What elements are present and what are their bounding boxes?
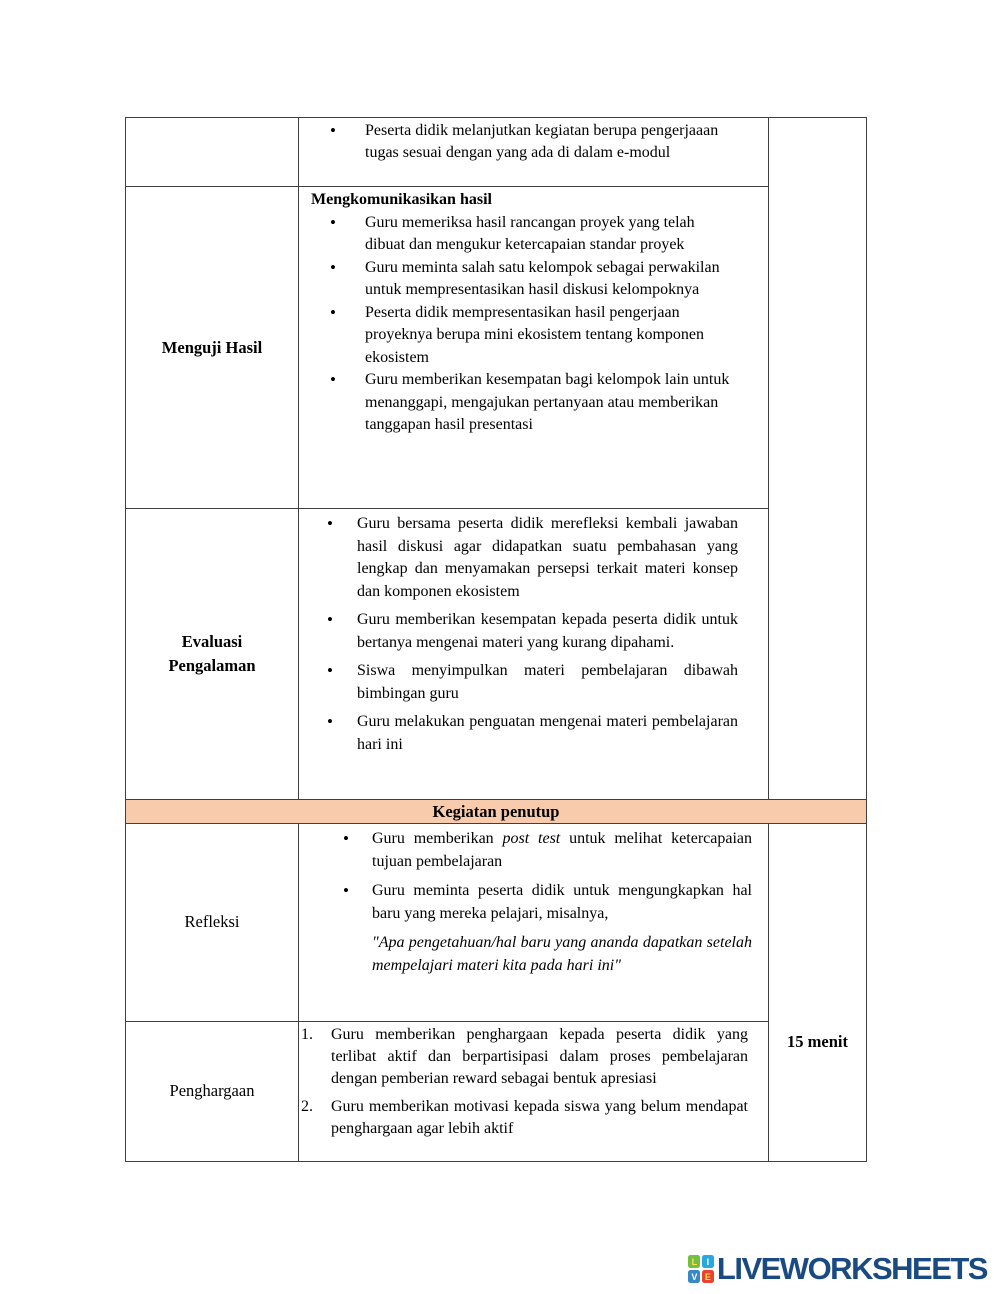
logo-tile-e: E <box>702 1270 714 1284</box>
text-run-italic: post test <box>502 830 561 847</box>
bullet-item: • Guru meminta salah satu kelompok sebagai perwakilan untuk mempresentasikan hasil diskusi kelompoknya <box>299 257 768 302</box>
cell-penghargaan-label <box>126 1021 299 1161</box>
cell-refleksi-content <box>299 824 769 1022</box>
brand-wordmark: LIVEWORKSHEETS <box>716 1251 987 1286</box>
bullet-item: • Guru bersama peserta didik merefleksi kembali jawaban hasil diskusi agar didapatkan suatu pembahasan yang lengkap dan menyamakan persepsi terkait materi konsep dan komponen ekosistem <box>299 513 768 603</box>
cell-time-upper <box>769 118 867 800</box>
logo-tile-v: V <box>688 1270 700 1284</box>
liveworksheets-logo[interactable] <box>688 1251 987 1287</box>
item-text: Guru memberikan penghargaan kepada peserta didik yang terlibat aktif dan berpartisipasi dalam proses pembelajaran dengan pemberian reward sebagai bentuk apresiasi <box>331 1025 748 1087</box>
lesson-plan-table <box>125 117 867 1162</box>
bullet-item: • Guru memberikan kesempatan bagi kelompok lain untuk menanggapi, mengajukan pertanyaan atau memberikan tanggapan hasil presentasi <box>299 369 768 437</box>
text-run: Guru memberikan <box>372 830 503 847</box>
section-header-label: Kegiatan penutup <box>432 802 560 821</box>
bullet-item: • Siswa menyimpulkan materi pembelajaran dibawah bimbingan guru <box>299 660 768 705</box>
item-number: 2. <box>301 1097 313 1115</box>
row-label: Refleksi <box>184 911 240 931</box>
text-run: untuk melihat ketercapaian tujuan pembelajaran <box>372 830 753 870</box>
liveworksheets-grid-icon <box>688 1255 714 1284</box>
time-value: 15 menit <box>787 1032 848 1051</box>
cell-menguji-label <box>126 187 299 509</box>
bullet-item: • Guru memberikan kesempatan kepada peserta didik untuk bertanya mengenai materi yang kurang dipahami. <box>299 609 768 654</box>
row-label: Evaluasi <box>181 632 243 651</box>
bullet-item: • Peserta didik mempresentasikan hasil pengerjaan proyeknya berupa mini ekosistem tentang komponen ekosistem <box>299 302 768 370</box>
subheading: Mengkomunikasikan hasil <box>311 191 492 208</box>
logo-tile-i: I <box>702 1255 714 1269</box>
reflection-quote: "Apa pengetahuan/hal baru yang ananda dapatkan setelah mempelajari materi kita pada hari ini" <box>372 934 752 974</box>
bullet-item <box>299 828 768 873</box>
bullet-item: • Guru melakukan penguatan mengenai materi pembelajaran hari ini <box>299 711 768 756</box>
cell-penghargaan-content <box>299 1021 769 1161</box>
cell-menguji-content <box>299 187 769 509</box>
item-number: 1. <box>301 1025 313 1043</box>
bullet-item: • Peserta didik melanjutkan kegiatan berupa pengerjaaan tugas sesuai dengan yang ada di dalam e-modul <box>299 120 768 164</box>
bullet-item: • Guru meminta peserta didik untuk mengungkapkan hal baru yang mereka pelajari, misalnya, <box>299 880 768 925</box>
cell-continuation-content <box>299 118 769 187</box>
cell-refleksi-label <box>126 824 299 1022</box>
cell-evaluasi-content <box>299 509 769 800</box>
logo-tile-l: L <box>688 1255 700 1269</box>
row-label: Menguji Hasil <box>161 337 263 357</box>
item-text: Guru memberikan motivasi kepada siswa yang belum mendapat penghargaan agar lebih aktif <box>331 1097 748 1137</box>
cell-time-lower <box>769 824 867 1162</box>
bullet-item: • Guru memeriksa hasil rancangan proyek yang telah dibuat dan mengukur ketercapaian standar proyek <box>299 212 768 257</box>
numbered-item <box>299 1024 768 1090</box>
cell-evaluasi-label <box>126 509 299 800</box>
row-label: Pengalaman <box>168 656 256 675</box>
section-header-kegiatan-penutup <box>126 800 867 824</box>
row-label: Penghargaan <box>169 1080 255 1100</box>
numbered-item <box>299 1096 768 1140</box>
cell-continuation-label <box>126 118 299 187</box>
